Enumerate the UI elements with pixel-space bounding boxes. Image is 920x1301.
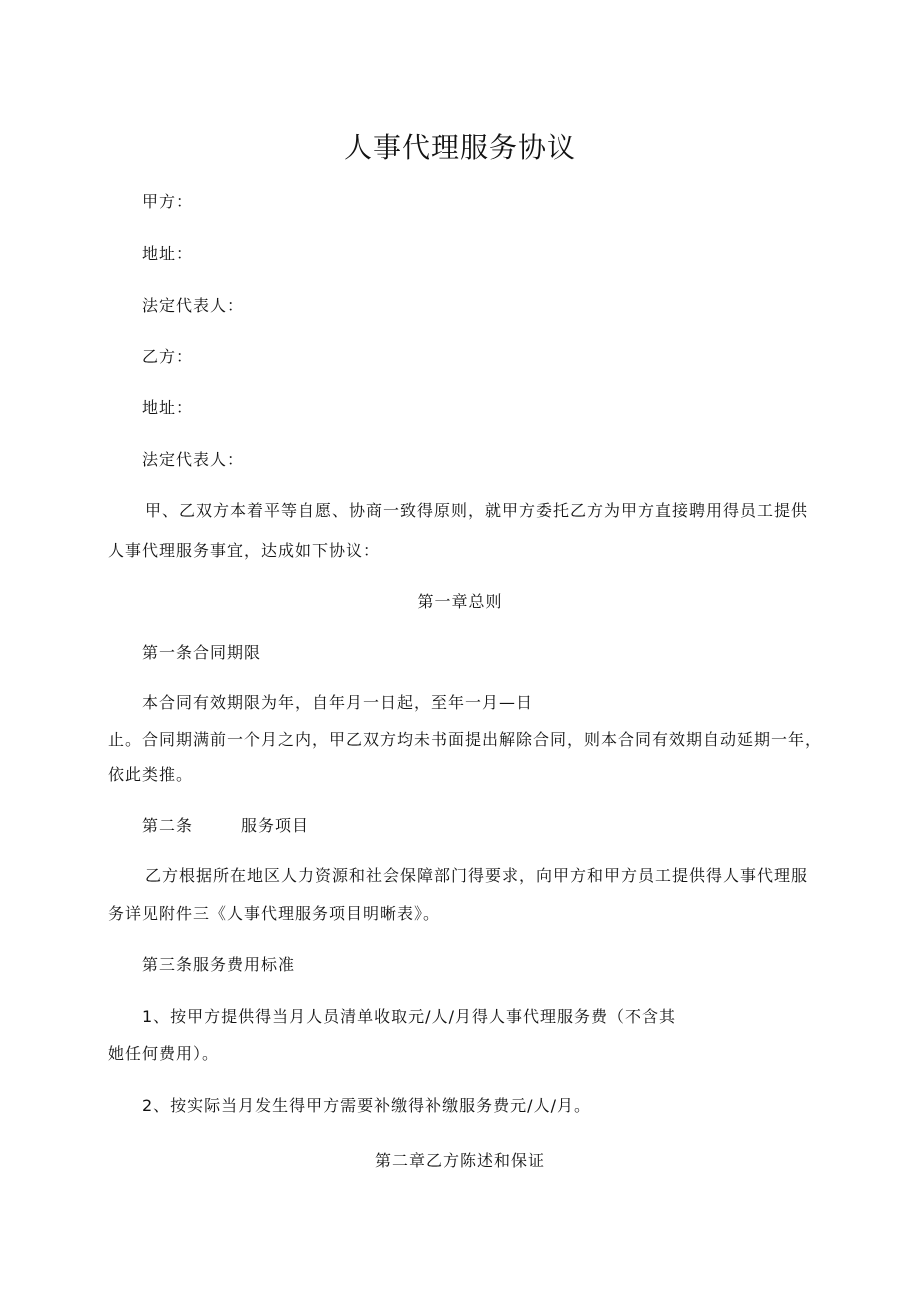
chapter-2-heading: 第二章乙方陈述和保证	[374, 1151, 545, 1170]
party-b-rep-label: 法定代表人：	[142, 450, 245, 469]
article-3-item-1-line-1: 1、按甲方提供得当月人员清单收取元/人/月得人事代理服务费（不含其	[142, 1007, 676, 1026]
preamble-line-1: 甲、乙双方本着平等自愿、协商一致得原则，就甲方委托乙方为甲方直接聘用得员工提供	[145, 501, 809, 520]
party-a-rep-label: 法定代表人：	[142, 296, 245, 315]
chapter-1-heading: 第一章总则	[417, 592, 503, 611]
article-3-item-1-line-2: 她任何费用）。	[108, 1044, 220, 1063]
article-2-line-1: 乙方根据所在地区人力资源和社会保障部门得要求，向甲方和甲方员工提供得人事代理服	[145, 866, 809, 885]
party-a-label: 甲方：	[142, 192, 194, 211]
article-1-line-2: 止。合同期满前一个月之内，甲乙双方均未书面提出解除合同，则本合同有效期自动延期一年，	[108, 730, 823, 749]
document-title: 人事代理服务协议	[343, 131, 576, 164]
article-1-heading: 第一条合同期限	[142, 643, 262, 662]
article-2-heading	[142, 815, 309, 837]
party-b-address-label: 地址：	[142, 398, 194, 417]
article-2-line-2: 务详见附件三《人事代理服务项目明晰表》。	[108, 904, 441, 923]
article-2-title: 服务项目	[241, 816, 310, 835]
article-1-line-3: 依此类推。	[108, 765, 194, 784]
party-a-address-label: 地址：	[142, 244, 194, 263]
party-b-label: 乙方：	[142, 347, 194, 366]
article-3-item-2: 2、按实际当月发生得甲方需要补缴得补缴服务费元/人/月。	[142, 1096, 591, 1115]
preamble-line-2: 人事代理服务事宜，达成如下协议：	[108, 541, 381, 560]
article-2-number: 第二条	[142, 816, 194, 835]
article-3-heading: 第三条服务费用标准	[142, 955, 296, 974]
article-1-line-1: 本合同有效期限为年，自年月一日起，至年一月—日	[142, 693, 534, 712]
